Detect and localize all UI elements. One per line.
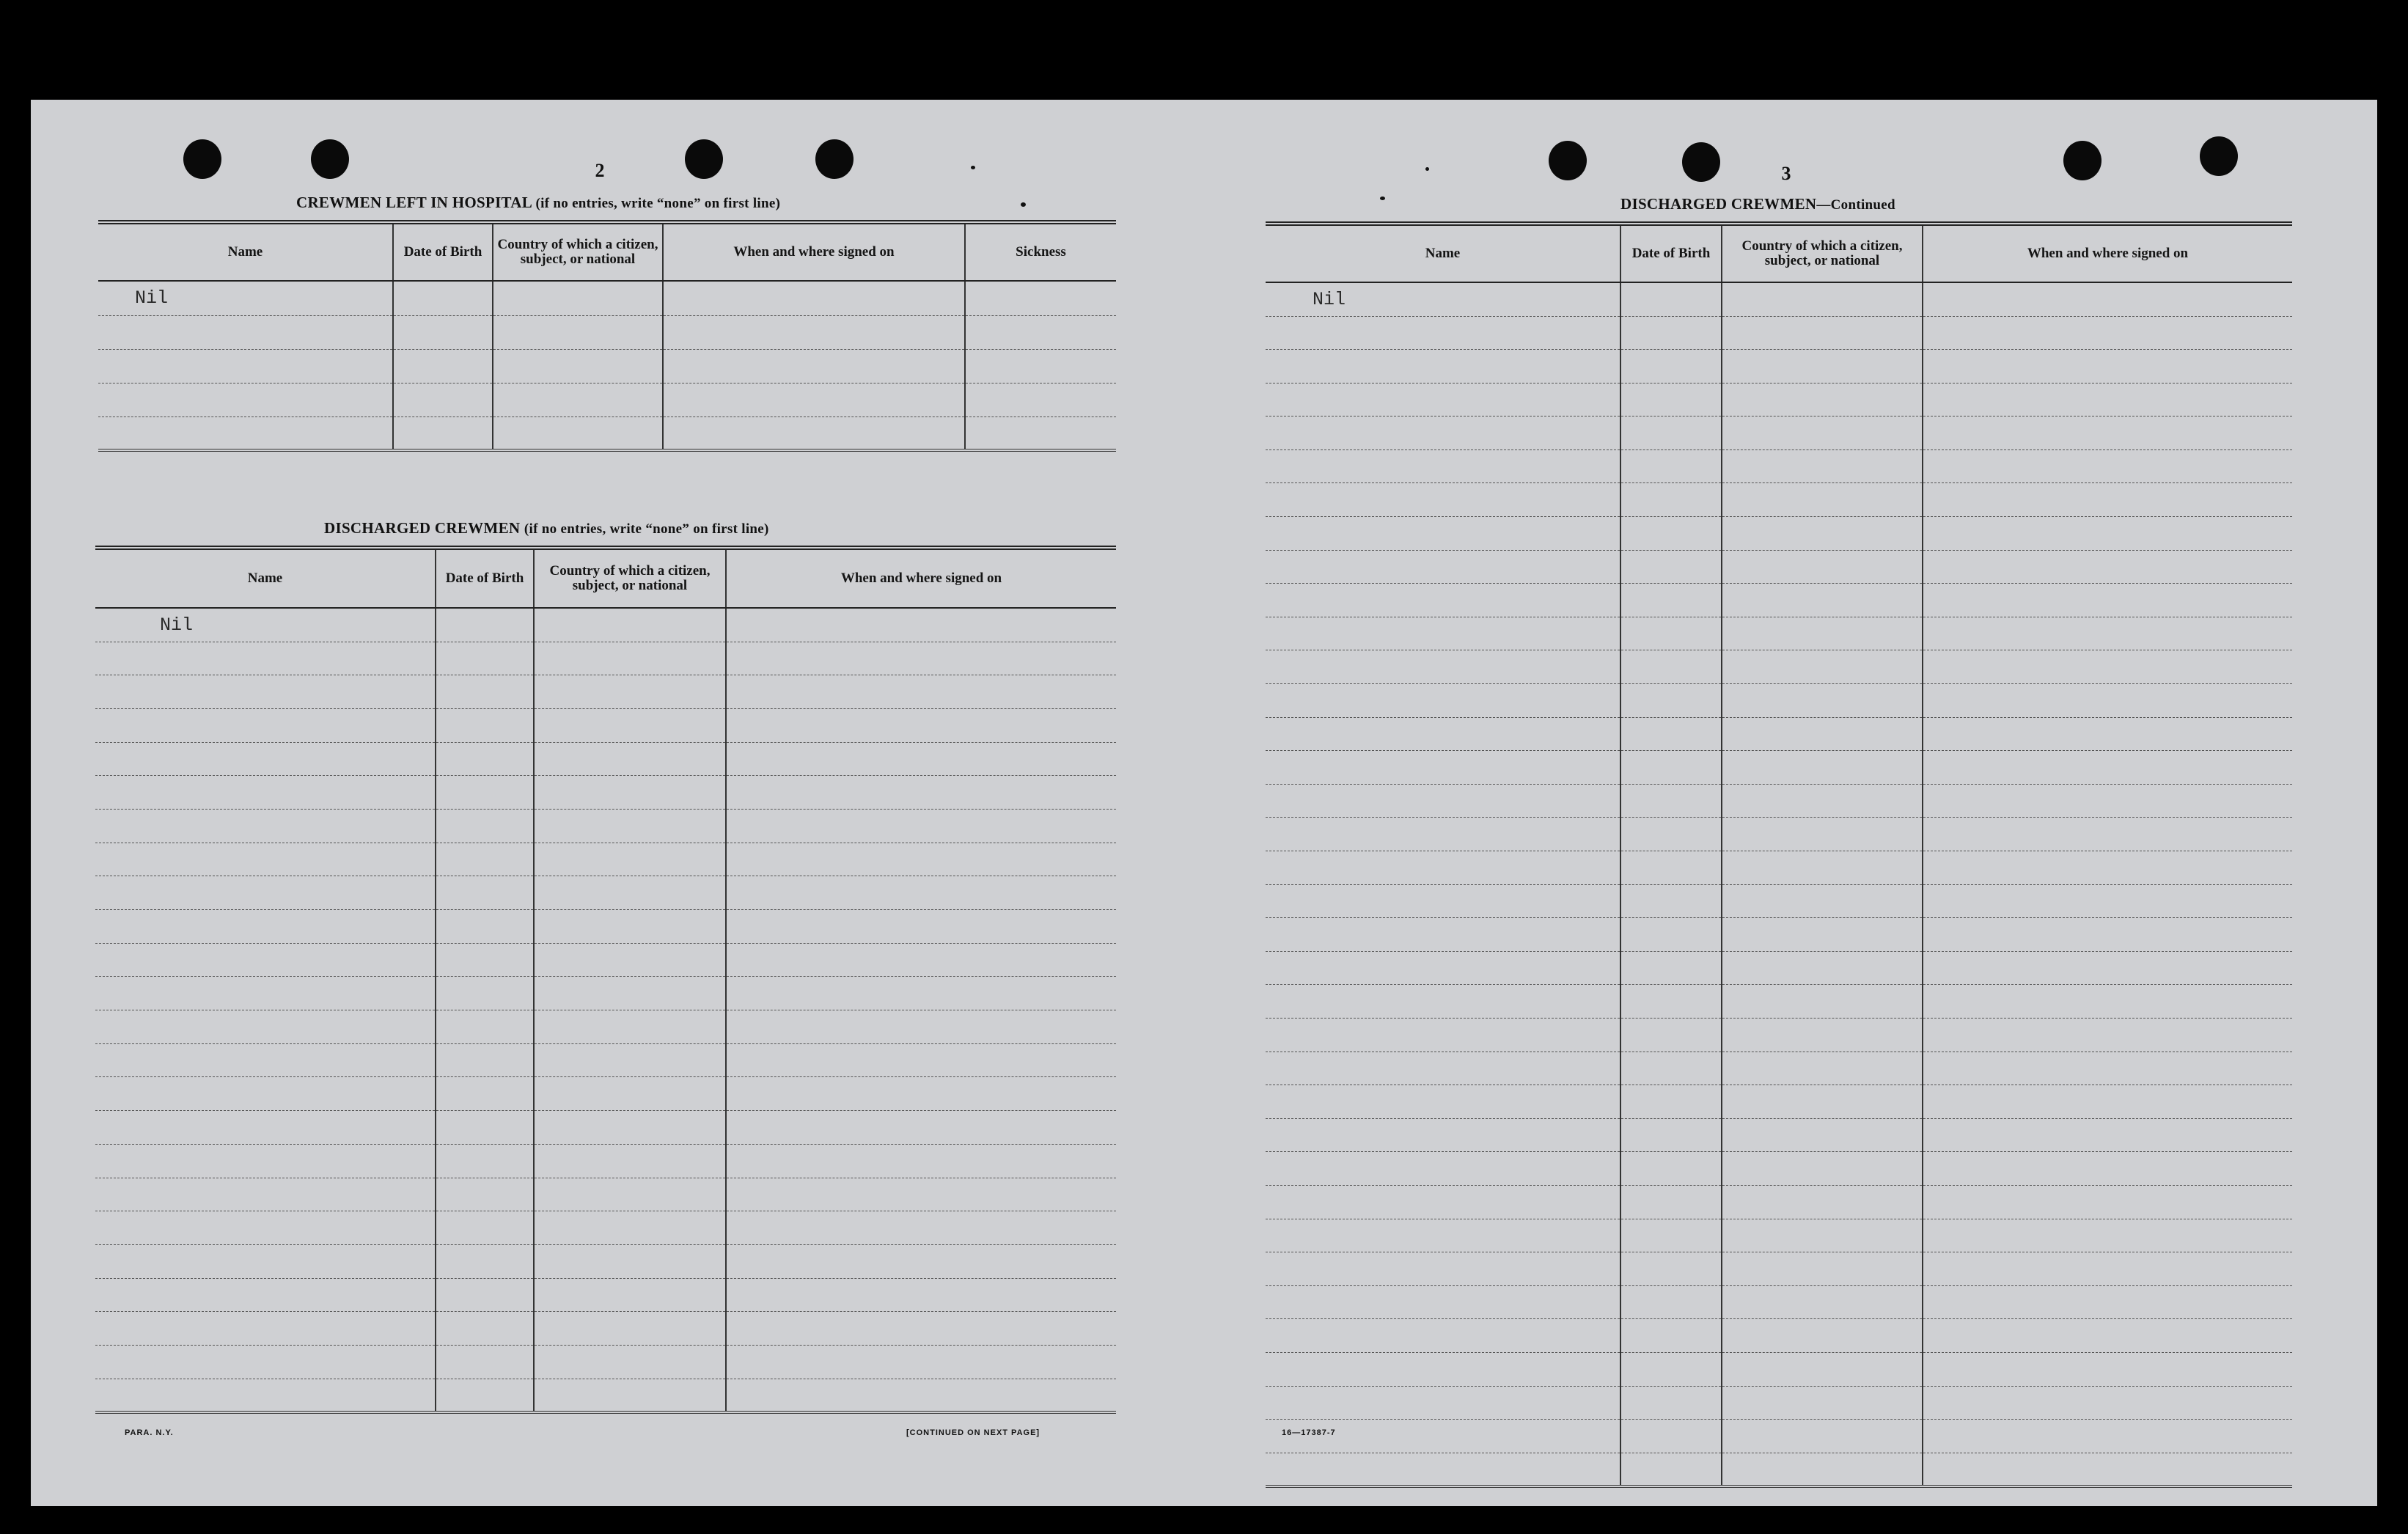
table-cell[interactable] — [1923, 884, 2292, 918]
table-cell[interactable] — [1722, 517, 1923, 551]
page-number: 3 — [1781, 163, 1791, 184]
table-cell[interactable] — [1620, 717, 1722, 751]
table-cell[interactable] — [436, 1345, 534, 1379]
table-cell[interactable] — [1620, 617, 1722, 650]
table-cell[interactable] — [1923, 1285, 2292, 1319]
table-cell[interactable] — [1620, 1219, 1722, 1252]
table-cell[interactable] — [1923, 584, 2292, 617]
table-cell[interactable] — [1266, 818, 1620, 851]
table-cell[interactable] — [1620, 1386, 1722, 1420]
table-cell[interactable] — [436, 642, 534, 675]
table-cell[interactable] — [436, 1178, 534, 1211]
table-cell[interactable] — [95, 1278, 436, 1312]
table-cell[interactable] — [663, 383, 965, 416]
table-cell[interactable] — [95, 642, 436, 675]
table-cell[interactable] — [98, 416, 393, 450]
table-cell[interactable] — [1266, 1319, 1620, 1353]
table-cell[interactable] — [534, 675, 726, 709]
table-cell[interactable] — [1923, 1052, 2292, 1085]
table-cell[interactable] — [663, 281, 965, 315]
table-cell[interactable] — [726, 1379, 1116, 1412]
table-cell[interactable] — [436, 708, 534, 742]
table-cell[interactable] — [1266, 684, 1620, 718]
continued-suffix: —Continued — [1816, 197, 1895, 213]
discharged-continued-table — [1266, 221, 2292, 1488]
table-cell[interactable] — [726, 1111, 1116, 1145]
table-cell[interactable] — [436, 1043, 534, 1077]
table-cell[interactable] — [95, 1144, 436, 1178]
table-cell[interactable] — [1620, 483, 1722, 517]
table-cell[interactable] — [95, 708, 436, 742]
table-cell[interactable] — [1620, 550, 1722, 584]
table-cell[interactable] — [1722, 985, 1923, 1019]
table-cell[interactable] — [1722, 784, 1923, 818]
table-cell[interactable] — [1620, 1018, 1722, 1052]
table-cell[interactable] — [1923, 985, 2292, 1019]
table-cell[interactable] — [726, 776, 1116, 810]
table-cell[interactable] — [95, 1043, 436, 1077]
discharged-title-note: (if no entries, write “none” on first line) — [524, 521, 769, 537]
table-cell[interactable] — [1722, 1453, 1923, 1486]
table-cell[interactable] — [95, 1010, 436, 1044]
column-header-date-of-birth: Date of Birth — [393, 222, 493, 281]
table-cell[interactable] — [98, 349, 393, 383]
table-cell[interactable] — [965, 383, 1116, 416]
table-cell[interactable] — [726, 1178, 1116, 1211]
table-cell[interactable] — [1722, 851, 1923, 885]
table-cell[interactable] — [1266, 316, 1620, 350]
table-cell[interactable] — [1722, 1420, 1923, 1453]
table-cell[interactable] — [1266, 717, 1620, 751]
right-page — [1204, 100, 2377, 1506]
table-cell[interactable] — [1620, 851, 1722, 885]
discharged-section-title — [324, 519, 769, 537]
table-cell[interactable] — [95, 876, 436, 910]
table-cell[interactable] — [1722, 350, 1923, 384]
table-cell[interactable] — [1620, 918, 1722, 952]
table-cell[interactable] — [534, 910, 726, 944]
table-cell[interactable] — [95, 1379, 436, 1412]
column-header-date-of-birth: Date of Birth — [436, 548, 534, 608]
table-cell[interactable] — [493, 416, 663, 450]
table-cell[interactable] — [1620, 818, 1722, 851]
table-cell[interactable] — [1923, 1118, 2292, 1152]
table-cell[interactable] — [726, 1077, 1116, 1111]
table-cell[interactable] — [1266, 483, 1620, 517]
table-cell[interactable] — [726, 910, 1116, 944]
table-cell[interactable] — [534, 1379, 726, 1412]
table-cell[interactable] — [534, 1244, 726, 1278]
table-cell[interactable] — [1266, 784, 1620, 818]
table-cell[interactable] — [1722, 884, 1923, 918]
table-cell[interactable] — [1722, 684, 1923, 718]
table-cell[interactable] — [726, 1278, 1116, 1312]
table-cell[interactable] — [493, 349, 663, 383]
column-header-signed-on: When and where signed on — [663, 222, 965, 281]
table-cell[interactable] — [1722, 1085, 1923, 1119]
table-cell[interactable] — [534, 608, 726, 642]
table-cell[interactable] — [663, 349, 965, 383]
table-cell[interactable] — [1620, 985, 1722, 1019]
column-header-name: Name — [1266, 224, 1620, 282]
table-cell[interactable] — [1722, 617, 1923, 650]
table-cell[interactable] — [95, 776, 436, 810]
table-cell[interactable] — [1722, 1386, 1923, 1420]
table-cell[interactable] — [1266, 1285, 1620, 1319]
table-cell[interactable] — [98, 315, 393, 349]
table-cell[interactable] — [1620, 784, 1722, 818]
discharged-table — [95, 546, 1116, 1414]
table-cell[interactable] — [726, 708, 1116, 742]
table-cell[interactable] — [726, 876, 1116, 910]
table-cell[interactable] — [95, 1211, 436, 1245]
table-cell[interactable] — [95, 1345, 436, 1379]
table-cell[interactable] — [1923, 918, 2292, 952]
table-cell[interactable] — [436, 1244, 534, 1278]
table-cell[interactable] — [1620, 1085, 1722, 1119]
table-cell[interactable] — [436, 1379, 534, 1412]
column-header-country: Country of which a citizen, subject, or national — [493, 222, 663, 281]
table-cell[interactable] — [1722, 1152, 1923, 1186]
table-cell[interactable] — [436, 608, 534, 642]
table-cell[interactable] — [1722, 1285, 1923, 1319]
table-cell[interactable] — [1923, 483, 2292, 517]
table-cell[interactable] — [726, 1043, 1116, 1077]
table-cell[interactable] — [1266, 1352, 1620, 1386]
table-cell[interactable] — [1923, 1352, 2292, 1386]
table-cell[interactable] — [1266, 1185, 1620, 1219]
page-number: 2 — [595, 160, 605, 181]
hospital-title-text: CREWMEN LEFT IN HOSPITAL — [296, 194, 532, 211]
table-cell[interactable] — [1722, 282, 1923, 316]
table-cell[interactable] — [1266, 449, 1620, 483]
table-cell[interactable] — [436, 1278, 534, 1312]
table-cell[interactable] — [95, 1111, 436, 1145]
table-cell[interactable] — [393, 416, 493, 450]
table-cell[interactable] — [1266, 985, 1620, 1019]
table-cell[interactable] — [393, 383, 493, 416]
table-cell[interactable] — [1620, 1319, 1722, 1353]
left-page — [31, 100, 1204, 1506]
table-cell[interactable] — [1923, 1319, 2292, 1353]
table-cell[interactable] — [1722, 1018, 1923, 1052]
table-cell[interactable] — [95, 809, 436, 843]
table-cell[interactable] — [1722, 1052, 1923, 1085]
table-cell[interactable] — [1923, 650, 2292, 684]
table-cell[interactable] — [534, 1010, 726, 1044]
table-cell[interactable] — [1620, 1420, 1722, 1453]
table-cell[interactable] — [534, 776, 726, 810]
table-cell[interactable] — [1722, 1219, 1923, 1252]
table-cell[interactable] — [1722, 1352, 1923, 1386]
table-cell[interactable] — [726, 977, 1116, 1010]
table-cell[interactable] — [534, 943, 726, 977]
table-cell[interactable] — [1923, 851, 2292, 885]
table-cell[interactable] — [663, 315, 965, 349]
table-cell[interactable] — [95, 1244, 436, 1278]
table-cell[interactable] — [1923, 517, 2292, 551]
table-cell[interactable] — [1722, 550, 1923, 584]
table-cell[interactable] — [1266, 1152, 1620, 1186]
table-cell[interactable] — [1266, 1386, 1620, 1420]
table-cell[interactable] — [1620, 1052, 1722, 1085]
discharged-title-text: DISCHARGED CREWMEN — [324, 519, 521, 537]
table-cell[interactable] — [726, 1312, 1116, 1346]
table-cell[interactable] — [965, 349, 1116, 383]
table-cell[interactable] — [1620, 584, 1722, 617]
table-cell[interactable] — [965, 416, 1116, 450]
table-cell[interactable] — [1722, 951, 1923, 985]
table-cell[interactable] — [1620, 517, 1722, 551]
table-cell[interactable] — [493, 281, 663, 315]
column-header-signed-on: When and where signed on — [726, 548, 1116, 608]
column-header-date-of-birth: Date of Birth — [1620, 224, 1722, 282]
table-cell[interactable] — [436, 843, 534, 876]
table-cell[interactable] — [534, 876, 726, 910]
table-cell[interactable] — [534, 1345, 726, 1379]
table-cell[interactable] — [534, 1144, 726, 1178]
table-cell[interactable] — [95, 943, 436, 977]
discharged-entry-name[interactable]: Nil — [95, 608, 436, 642]
table-cell[interactable] — [1620, 1352, 1722, 1386]
table-cell[interactable] — [436, 1312, 534, 1346]
hospital-table — [98, 220, 1116, 452]
form-number: 16—17387-7 — [1282, 1428, 1336, 1437]
table-cell[interactable] — [1266, 1252, 1620, 1286]
table-cell[interactable] — [1266, 617, 1620, 650]
table-cell[interactable] — [1620, 951, 1722, 985]
table-cell[interactable] — [95, 742, 436, 776]
table-cell[interactable] — [393, 315, 493, 349]
table-cell[interactable] — [534, 1111, 726, 1145]
table-cell[interactable] — [1923, 951, 2292, 985]
table-cell[interactable] — [1923, 1152, 2292, 1186]
table-cell[interactable] — [1620, 1453, 1722, 1486]
table-cell[interactable] — [1923, 1453, 2292, 1486]
table-cell[interactable] — [1620, 884, 1722, 918]
table-cell[interactable] — [436, 742, 534, 776]
table-cell[interactable] — [534, 1312, 726, 1346]
table-cell[interactable] — [534, 1211, 726, 1245]
table-cell[interactable] — [1923, 684, 2292, 718]
table-cell[interactable] — [1722, 449, 1923, 483]
table-cell[interactable] — [95, 1312, 436, 1346]
table-cell[interactable] — [1266, 884, 1620, 918]
table-cell[interactable] — [726, 642, 1116, 675]
table-cell[interactable] — [1266, 650, 1620, 684]
table-cell[interactable] — [1620, 684, 1722, 718]
table-cell[interactable] — [1266, 1052, 1620, 1085]
table-cell[interactable] — [1620, 316, 1722, 350]
hospital-section-title — [296, 194, 780, 212]
table-cell[interactable] — [1722, 416, 1923, 450]
table-cell[interactable] — [1266, 951, 1620, 985]
table-cell[interactable] — [1266, 416, 1620, 450]
table-cell[interactable] — [1266, 1219, 1620, 1252]
table-cell[interactable] — [965, 281, 1116, 315]
table-cell[interactable] — [393, 281, 493, 315]
table-cell[interactable] — [1266, 1018, 1620, 1052]
column-header-country: Country of which a citizen, subject, or national — [534, 548, 726, 608]
column-header-name: Name — [95, 548, 436, 608]
table-cell[interactable] — [1923, 751, 2292, 785]
table-cell[interactable] — [1722, 650, 1923, 684]
table-cell[interactable] — [1266, 350, 1620, 384]
document-sheet — [31, 100, 2377, 1506]
table-cell[interactable] — [436, 809, 534, 843]
table-cell[interactable] — [1620, 282, 1722, 316]
table-cell[interactable] — [1923, 282, 2292, 316]
table-cell[interactable] — [1923, 416, 2292, 450]
table-cell[interactable] — [726, 1345, 1116, 1379]
table-cell[interactable] — [95, 843, 436, 876]
table-cell[interactable] — [534, 642, 726, 675]
table-cell[interactable] — [95, 977, 436, 1010]
table-cell[interactable] — [1266, 751, 1620, 785]
table-cell[interactable] — [436, 675, 534, 709]
table-cell[interactable] — [726, 1244, 1116, 1278]
table-cell[interactable] — [534, 708, 726, 742]
table-cell[interactable] — [1722, 316, 1923, 350]
table-cell[interactable] — [534, 742, 726, 776]
table-cell[interactable] — [965, 315, 1116, 349]
discharged-continued-title — [1620, 195, 1895, 213]
table-cell[interactable] — [1620, 1118, 1722, 1152]
table-cell[interactable] — [1722, 1118, 1923, 1152]
table-cell[interactable] — [1722, 1319, 1923, 1353]
table-cell[interactable] — [1620, 751, 1722, 785]
table-cell[interactable] — [436, 1211, 534, 1245]
table-cell[interactable] — [1722, 918, 1923, 952]
hospital-title-note: (if no entries, write “none” on first line) — [535, 196, 781, 211]
table-cell[interactable] — [1620, 449, 1722, 483]
table-cell[interactable] — [1923, 383, 2292, 416]
table-cell[interactable] — [534, 977, 726, 1010]
table-cell[interactable] — [726, 1211, 1116, 1245]
table-cell[interactable] — [1266, 584, 1620, 617]
table-cell[interactable] — [1722, 818, 1923, 851]
table-cell[interactable] — [726, 608, 1116, 642]
table-cell[interactable] — [436, 1010, 534, 1044]
table-cell[interactable] — [1620, 1252, 1722, 1286]
table-cell[interactable] — [95, 675, 436, 709]
table-cell[interactable] — [1923, 350, 2292, 384]
table-cell[interactable] — [98, 383, 393, 416]
table-cell[interactable] — [1923, 1420, 2292, 1453]
table-cell[interactable] — [436, 943, 534, 977]
table-cell[interactable] — [1266, 851, 1620, 885]
table-cell[interactable] — [493, 315, 663, 349]
table-cell[interactable] — [726, 943, 1116, 977]
table-cell[interactable] — [1722, 584, 1923, 617]
table-cell[interactable] — [726, 1010, 1116, 1044]
table-cell[interactable] — [1923, 1085, 2292, 1119]
table-cell[interactable] — [1266, 1118, 1620, 1152]
table-cell[interactable] — [1722, 483, 1923, 517]
table-cell[interactable] — [1923, 550, 2292, 584]
table-cell[interactable] — [1923, 1018, 2292, 1052]
table-cell[interactable] — [726, 1144, 1116, 1178]
table-cell[interactable] — [95, 910, 436, 944]
table-cell[interactable] — [95, 1077, 436, 1111]
printer-mark: PARA. N.Y. — [125, 1428, 174, 1437]
table-cell[interactable] — [1923, 1386, 2292, 1420]
column-header-signed-on: When and where signed on — [1923, 224, 2292, 282]
table-cell[interactable] — [534, 809, 726, 843]
table-cell[interactable] — [1620, 650, 1722, 684]
table-cell[interactable] — [726, 742, 1116, 776]
table-cell[interactable] — [663, 416, 965, 450]
column-header-sickness: Sickness — [965, 222, 1116, 281]
table-cell[interactable] — [436, 910, 534, 944]
table-cell[interactable] — [436, 876, 534, 910]
table-cell[interactable] — [534, 1278, 726, 1312]
table-cell[interactable] — [534, 1043, 726, 1077]
table-cell[interactable] — [493, 383, 663, 416]
table-cell[interactable] — [1266, 517, 1620, 551]
table-cell[interactable] — [436, 1077, 534, 1111]
table-cell[interactable] — [1923, 1185, 2292, 1219]
table-cell[interactable] — [726, 843, 1116, 876]
table-cell[interactable] — [1620, 383, 1722, 416]
table-cell[interactable] — [534, 1178, 726, 1211]
table-cell[interactable] — [1266, 1085, 1620, 1119]
table-cell[interactable] — [726, 675, 1116, 709]
table-cell[interactable] — [1266, 550, 1620, 584]
table-cell[interactable] — [1923, 316, 2292, 350]
table-cell[interactable] — [1923, 717, 2292, 751]
table-cell[interactable] — [1722, 751, 1923, 785]
table-cell[interactable] — [436, 776, 534, 810]
table-cell[interactable] — [1722, 717, 1923, 751]
table-cell[interactable] — [1620, 350, 1722, 384]
table-cell[interactable] — [1266, 918, 1620, 952]
continued-entry-name[interactable]: Nil — [1266, 282, 1620, 316]
table-cell[interactable] — [1722, 383, 1923, 416]
table-cell[interactable] — [1266, 383, 1620, 416]
table-cell[interactable] — [1266, 1453, 1620, 1486]
table-cell[interactable] — [436, 1144, 534, 1178]
table-cell[interactable] — [95, 1178, 436, 1211]
table-cell[interactable] — [1923, 1219, 2292, 1252]
table-cell[interactable] — [1620, 416, 1722, 450]
table-cell[interactable] — [436, 1111, 534, 1145]
table-cell[interactable] — [1722, 1185, 1923, 1219]
column-header-country: Country of which a citizen, subject, or national — [1722, 224, 1923, 282]
hospital-entry-name[interactable]: Nil — [98, 281, 393, 315]
table-cell[interactable] — [436, 977, 534, 1010]
continued-note: [CONTINUED ON NEXT PAGE] — [906, 1428, 1040, 1437]
table-cell[interactable] — [1923, 784, 2292, 818]
table-cell[interactable] — [534, 843, 726, 876]
discharged-continued-text: DISCHARGED CREWMEN — [1620, 195, 1817, 213]
table-cell[interactable] — [393, 349, 493, 383]
table-cell[interactable] — [1923, 449, 2292, 483]
table-cell[interactable] — [1923, 1252, 2292, 1286]
table-cell[interactable] — [1722, 1252, 1923, 1286]
table-cell[interactable] — [1620, 1185, 1722, 1219]
table-cell[interactable] — [1923, 617, 2292, 650]
table-cell[interactable] — [534, 1077, 726, 1111]
table-cell[interactable] — [1923, 818, 2292, 851]
column-header-name: Name — [98, 222, 393, 281]
table-cell[interactable] — [726, 809, 1116, 843]
table-cell[interactable] — [1620, 1152, 1722, 1186]
table-cell[interactable] — [1620, 1285, 1722, 1319]
